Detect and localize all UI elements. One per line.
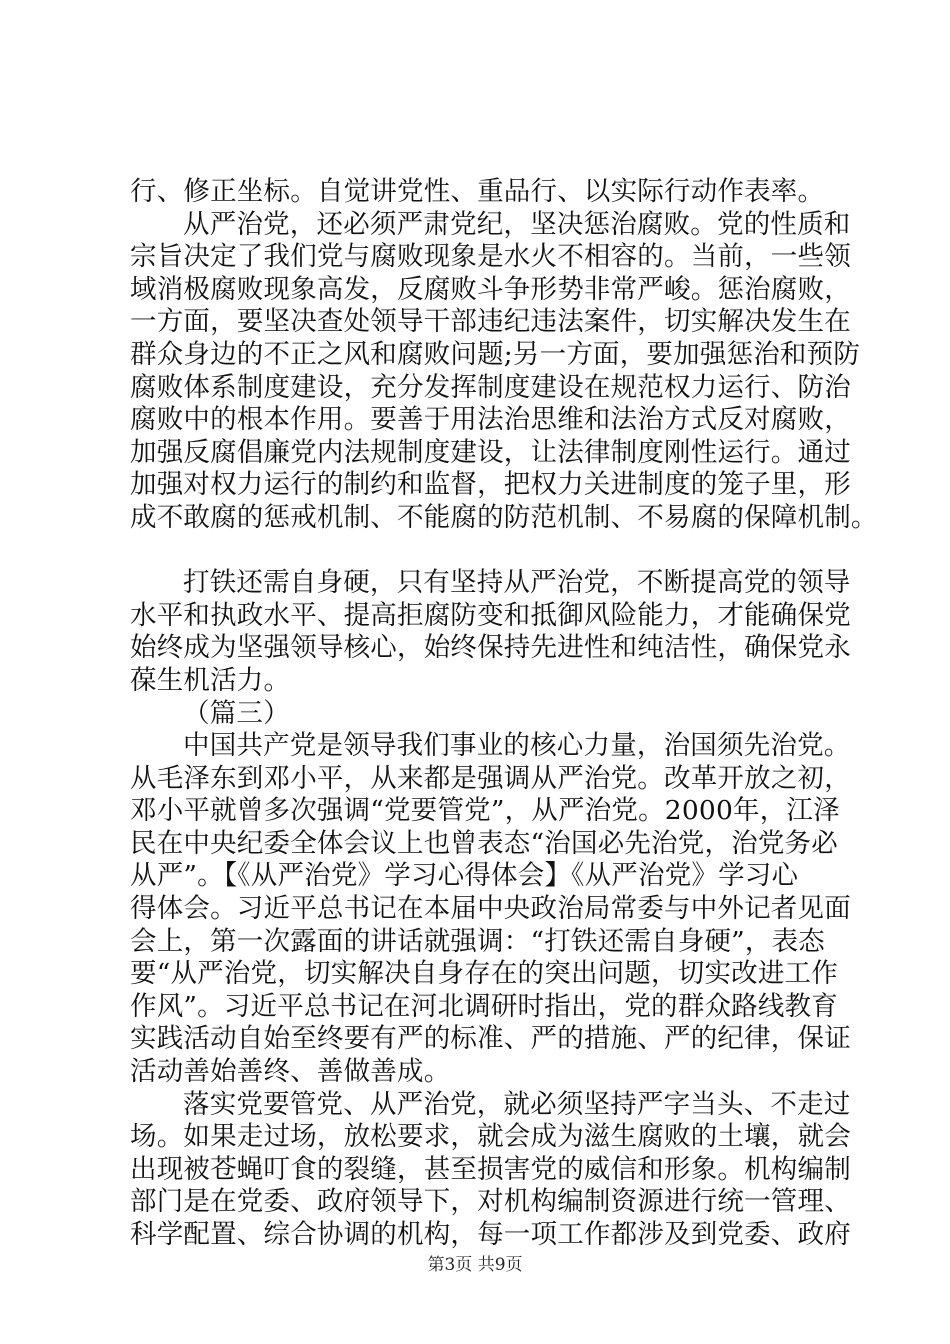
text-line: 出现被苍蝇叮食的裂缝，甚至损害党的威信和形象。机构编制 xyxy=(130,1153,851,1185)
text-line: 加强反腐倡廉党内法规制度建设，让法律制度刚性运行。通过 xyxy=(130,436,851,468)
text-line: 行、修正坐标。自觉讲党性、重品行、以实际行动作表率。 xyxy=(130,176,825,207)
paragraph-2 xyxy=(130,208,878,535)
section-heading-text: （篇三） xyxy=(183,697,290,729)
text-line: 科学配置、综合协调的机构，每一项工作都涉及到党委、政府 xyxy=(130,1219,851,1250)
text-line: 落实党要管党、从严治党，就必须坚持严字当头、不走过 xyxy=(183,1088,851,1120)
text-line: 域消极腐败现象高发，反腐败斗争形势非常严峻。惩治腐败， xyxy=(130,273,851,305)
text-line: 腐败中的根本作用。要善于用法治思维和法治方式反对腐败， xyxy=(130,404,851,436)
text-line: 群众身边的不正之风和腐败问题;另一方面，要加强惩治和预防 xyxy=(130,338,861,370)
text-line: 要“从严治党，切实解决自身存在的突出问题，切实改进工作 xyxy=(130,958,838,990)
paragraph-gap xyxy=(130,535,830,568)
text-line: 从毛泽东到邓小平，从来都是强调从严治党。改革开放之初， xyxy=(130,762,851,794)
paragraph-3 xyxy=(130,567,851,697)
text-line: 中国共产党是领导我们事业的核心力量，治国须先治党。 xyxy=(183,730,851,762)
paragraph-5 xyxy=(130,1088,851,1252)
section-heading xyxy=(130,698,830,731)
text-line: 成不敢腐的惩戒机制、不能腐的防范机制、不易腐的保障机制。 xyxy=(130,501,878,533)
page-number-footer: 第3页 共9页 xyxy=(427,1255,523,1275)
text-line: 从严”。【《从严治党》学习心得体会】《从严治党》学习心 xyxy=(130,860,799,892)
paragraph-4 xyxy=(130,730,851,1089)
paragraph-1 xyxy=(130,176,830,209)
text-line: 会上，第一次露面的讲话就强调：“打铁还需自身硬”，表态 xyxy=(130,925,825,957)
text-line: 邓小平就曾多次强调“党要管党”，从严治党。2000年，江泽 xyxy=(130,795,840,827)
text-line: 实践活动自始至终要有严的标准、严的措施、严的纪律，保证 xyxy=(130,1023,851,1055)
text-line: 腐败体系制度建设，充分发挥制度建设在规范权力运行、防治 xyxy=(130,371,851,403)
text-line: 民在中央纪委全体会议上也曾表态“治国必先治党，治党务必 xyxy=(130,827,838,859)
document-body xyxy=(130,176,878,1252)
text-line: 加强对权力运行的制约和监督，把权力关进制度的笼子里，形 xyxy=(130,469,851,501)
text-line: 活动善始善终、善做善成。 xyxy=(130,1056,451,1088)
text-line: 从严治党，还必须严肃党纪，坚决惩治腐败。党的性质和 xyxy=(183,208,851,240)
text-line: 水平和执政水平、提高拒腐防变和抵御风险能力，才能确保党 xyxy=(130,599,851,631)
text-line: 部门是在党委、政府领导下，对机构编制资源进行统一管理、 xyxy=(130,1186,851,1218)
text-line: 始终成为坚强领导核心，始终保持先进性和纯洁性，确保党永 xyxy=(130,632,851,664)
text-line: 场。如果走过场，放松要求，就会成为滋生腐败的土壤，就会 xyxy=(130,1121,851,1153)
text-line: 打铁还需自身硬，只有坚持从严治党，不断提高党的领导 xyxy=(183,567,851,599)
text-line: 一方面，要坚决查处领导干部违纪违法案件，切实解决发生在 xyxy=(130,306,851,338)
text-line: 宗旨决定了我们党与腐败现象是水火不相容的。当前，一些领 xyxy=(130,241,851,273)
text-line: 葆生机活力。 xyxy=(130,664,291,696)
text-line: 作风”。习近平总书记在河北调研时指出，党的群众路线教育 xyxy=(130,990,838,1022)
text-line: 得体会。习近平总书记在本届中央政治局常委与中外记者见面 xyxy=(130,893,851,925)
